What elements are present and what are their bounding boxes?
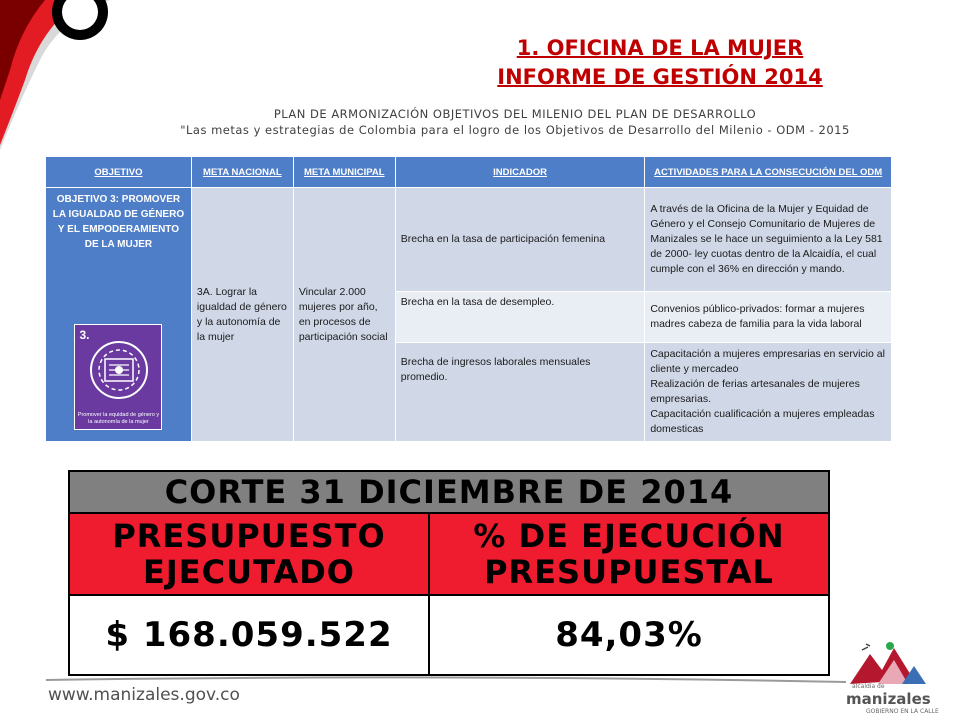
presupuesto-label <box>69 513 429 595</box>
budget-header-row <box>69 471 829 513</box>
meta-municipal-cell: Vincular 2.000 mujeres por año, en procesos de participación social <box>293 188 395 442</box>
actividad-line: Capacitación a mujeres empresarias en servicio al cliente y mercadeo <box>650 348 885 376</box>
website-link[interactable]: www.manizales.gov.co <box>48 685 240 705</box>
objetivo-text: OBJETIVO 3: PROMOVER LA IGUALDAD DE GÉNERO Y EL EMPODERAMIENTO DE LA MUJER <box>52 194 185 250</box>
corner-decoration-icon <box>0 0 110 150</box>
indicador-cell-2: Brecha en la tasa de desempleo. <box>395 292 645 343</box>
actividad-line: Capacitación cualificación a mujeres empleadas domesticas <box>650 408 875 436</box>
odm-logo-caption: Promover la equidad de género y la autonomía de la mujer <box>77 412 160 425</box>
table-row <box>46 188 892 292</box>
header-actividades: ACTIVIDADES PARA LA CONSECUCIÓN DEL ODM <box>645 157 892 188</box>
actividad-cell-1: A través de la Oficina de la Mujer y Equidad de Género y el Consejo Comunitario de Mujeres de Manizales se le hace un seguimiento a la Ley 581 de 2000- ley cuotas dentro de la Alcaidía, el cual cumple con el 36% en dirección y mando. <box>645 188 892 292</box>
odm-header-row <box>46 157 892 188</box>
budget-table <box>68 470 830 676</box>
brand-top-text: alcaldía de <box>852 683 885 690</box>
header-indicador: INDICADOR <box>395 157 645 188</box>
brand-name: manizales <box>846 690 931 708</box>
ejecucion-label-line-2: PRESUPUESTAL <box>484 553 774 591</box>
ejecucion-label-line-1: % DE EJECUCIÓN <box>473 517 785 555</box>
subtitle-line-1: PLAN DE ARMONIZACIÓN OBJETIVOS DEL MILENIO DEL PLAN DE DESARROLLO <box>273 107 757 121</box>
report-subtitle <box>150 106 880 138</box>
title-line-1: 1. OFICINA DE LA MUJER <box>516 36 804 60</box>
odm-goal-3-logo <box>74 324 162 430</box>
gender-equality-icon <box>85 339 153 401</box>
report-title <box>420 34 900 92</box>
corte-label: CORTE 31 DICIEMBRE DE 2014 <box>69 471 829 513</box>
header-objetivo: OBJETIVO <box>46 157 192 188</box>
title-line-2: INFORME DE GESTIÓN 2014 <box>497 65 823 89</box>
actividad-line: Realización de ferias artesanales de mujeres empresarias. <box>650 378 860 406</box>
indicador-cell-3: Brecha de ingresos laborales mensuales promedio. <box>395 343 645 442</box>
header-meta-nacional: META NACIONAL <box>191 157 293 188</box>
ejecucion-value: 84,03% <box>429 595 829 675</box>
actividad-cell-2: Convenios público-privados: formar a mujeres madres cabeza de familia para la vida laboral <box>645 292 892 343</box>
indicador-cell-1: Brecha en la tasa de participación femenina <box>395 188 645 292</box>
odm-table <box>45 156 892 442</box>
budget-labels-row <box>69 513 829 595</box>
budget-values-row <box>69 595 829 675</box>
presupuesto-value: $ 168.059.522 <box>69 595 429 675</box>
presupuesto-label-line-1: PRESUPUESTO <box>112 517 386 555</box>
actividad-cell-3 <box>645 343 892 442</box>
objetivo-cell <box>46 188 192 442</box>
brand-tagline: GOBIERNO EN LA CALLE <box>866 708 939 715</box>
meta-nacional-cell: 3A. Lograr la igualdad de género y la autonomía de la mujer <box>191 188 293 442</box>
ejecucion-label <box>429 513 829 595</box>
odm-logo-number: 3. <box>79 328 90 342</box>
subtitle-line-2: "Las metas y estrategias de Colombia para el logro de los Objetivos de Desarrollo del Milenio - ODM - 2015 <box>180 123 850 137</box>
header-meta-municipal: META MUNICIPAL <box>293 157 395 188</box>
presupuesto-label-line-2: EJECUTADO <box>143 553 355 591</box>
